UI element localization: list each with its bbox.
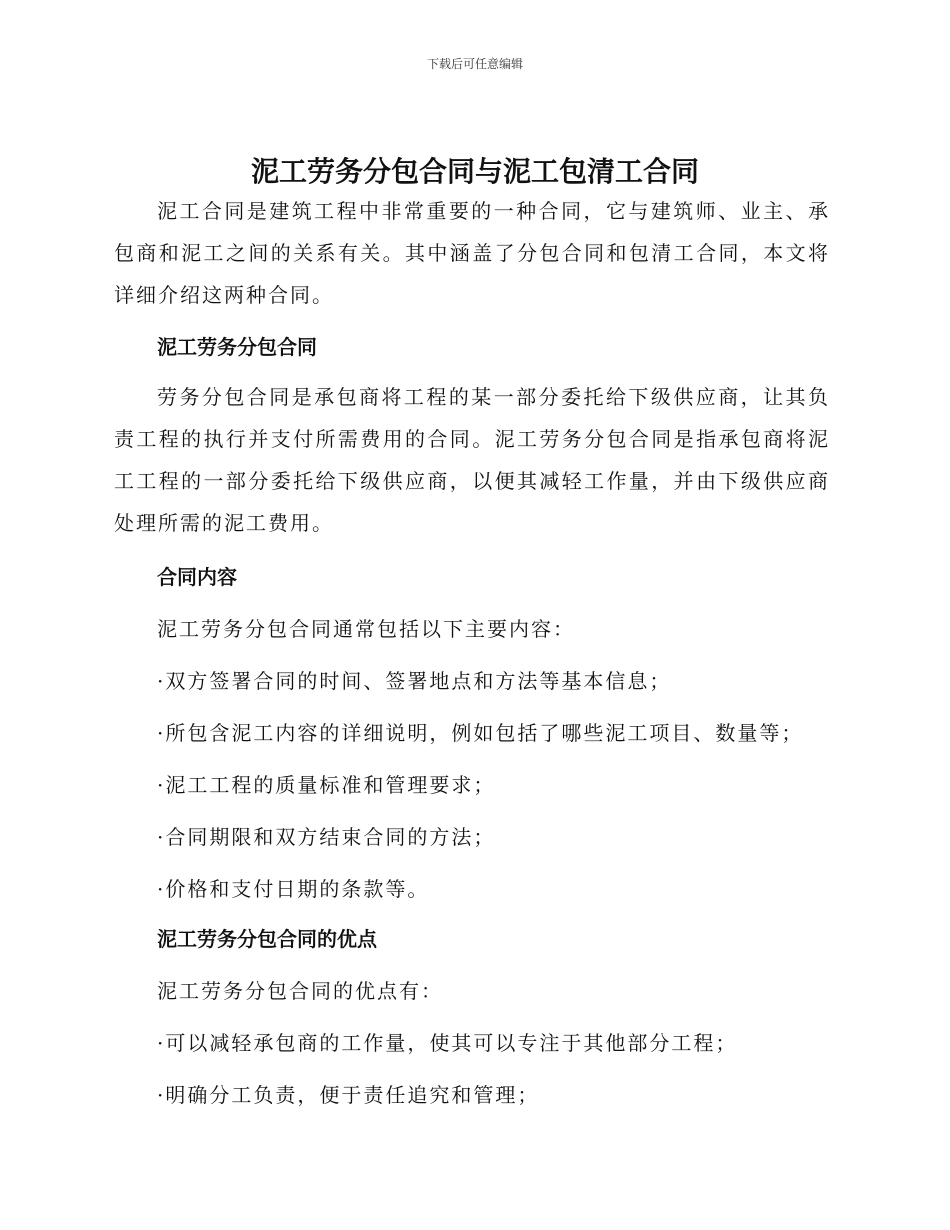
section-heading-advantages: 泥工劳务分包合同的优点 — [157, 927, 377, 951]
advantages-list-item: ·明确分工负责，便于责任追究和管理； — [157, 1083, 540, 1107]
document-title: 泥工劳务分包合同与泥工包清工合同 — [250, 155, 699, 188]
contents-list-item: ·合同期限和双方结束合同的方法； — [157, 825, 496, 849]
section-heading-contents: 合同内容 — [157, 565, 237, 589]
contents-list-item: ·双方签署合同的时间、签署地点和方法等基本信息； — [157, 669, 672, 693]
header-note: 下载后可任意编辑 — [426, 57, 523, 71]
contents-list-item: ·泥工工程的质量标准和管理要求； — [157, 773, 496, 797]
advantages-list-item: ·可以减轻承包商的工作量，使其可以专注于其他部分工程； — [157, 1031, 738, 1055]
contents-list-item: ·所包含泥工内容的详细说明，例如包括了哪些泥工项目、数量等； — [157, 721, 804, 745]
contents-lead: 泥工劳务分包合同通常包括以下主要内容： — [157, 617, 575, 641]
subcontract-paragraph: 劳务分包合同是承包商将工程的某一部分委托给下级供应商，让其负责工程的执行并支付所需费用的合同。泥工劳务分包合同是指承包商将泥工工程的一部分委托给下级供应商，以便其减轻工作量，并由下级供应商处理所需的泥工费用。 — [114, 385, 830, 535]
advantages-lead: 泥工劳务分包合同的优点有： — [157, 979, 443, 1003]
contents-list-item: ·价格和支付日期的条款等。 — [157, 877, 430, 901]
section-heading-subcontract: 泥工劳务分包合同 — [157, 335, 317, 359]
intro-paragraph: 泥工合同是建筑工程中非常重要的一种合同，它与建筑师、业主、承包商和泥工之间的关系有关。其中涵盖了分包合同和包清工合同，本文将详细介绍这两种合同。 — [114, 199, 830, 307]
